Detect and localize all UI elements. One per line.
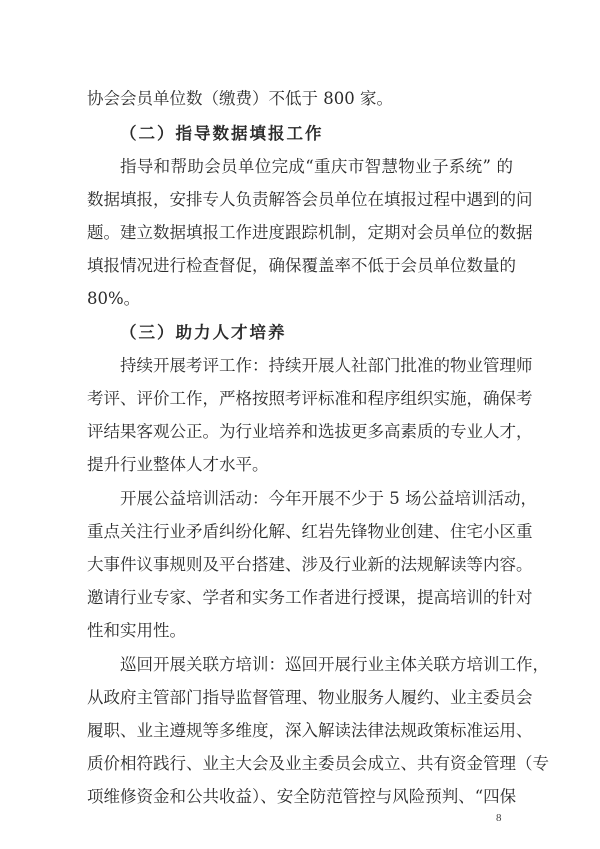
paragraph-line: 从政府主管部门指导监督管理、物业服务人履约、业主委员会 (87, 688, 533, 707)
section-heading-2: （二）指导数据填报工作 (120, 124, 324, 143)
paragraph-line: 80%。 (87, 289, 141, 308)
paragraph-line: 巡回开展关联方培训：巡回开展行业主体关联方培训工作， (120, 655, 549, 674)
paragraph-line: 重点关注行业矛盾纠纷化解、红岩先锋物业创建、住宅小区重 (87, 522, 533, 541)
page-number: 8 (496, 812, 502, 824)
section-heading-3: （三）助力人才培养 (120, 323, 287, 342)
paragraph-line: 提升行业整体人才水平。 (87, 455, 269, 474)
paragraph-line: 性和实用性。 (87, 621, 186, 640)
paragraph-line: 履职、业主遵规等多维度，深入解读法律法规政策标准运用、 (87, 721, 533, 740)
paragraph-line: 开展公益培训活动：今年开展不少于 5 场公益培训活动， (120, 489, 537, 508)
paragraph-line: 质价相符践行、业主大会及业主委员会成立、共有资金管理（专 (87, 754, 549, 773)
paragraph-line: 评结果客观公正。为行业培养和选拔更多高素质的专业人才， (87, 422, 533, 441)
paragraph-line: 数据填报，安排专人负责解答会员单位在填报过程中遇到的问 (87, 190, 533, 209)
paragraph-line: 持续开展考评工作：持续开展人社部门批准的物业管理师 (120, 356, 533, 375)
paragraph-line: 考评、评价工作，严格按照考评标准和程序组织实施，确保考 (87, 389, 533, 408)
paragraph-line: 填报情况进行检查督促，确保覆盖率不低于会员单位数量的 (87, 256, 516, 275)
paragraph-line: 大事件议事规则及平台搭建、涉及行业新的法规解读等内容。 (87, 555, 533, 574)
paragraph-line: 题。建立数据填报工作进度跟踪机制，定期对会员单位的数据 (87, 223, 533, 242)
paragraph-line: 指导和帮助会员单位完成“重庆市智慧物业子系统” 的 (120, 157, 513, 176)
paragraph-line: 项维修资金和公共收益）、安全防范管控与风险预判、“四保 (87, 787, 517, 806)
paragraph-line: 协会会员单位数（缴费）不低于 800 家。 (87, 89, 393, 108)
paragraph-line: 邀请行业专家、学者和实务工作者进行授课，提高培训的针对 (87, 588, 533, 607)
